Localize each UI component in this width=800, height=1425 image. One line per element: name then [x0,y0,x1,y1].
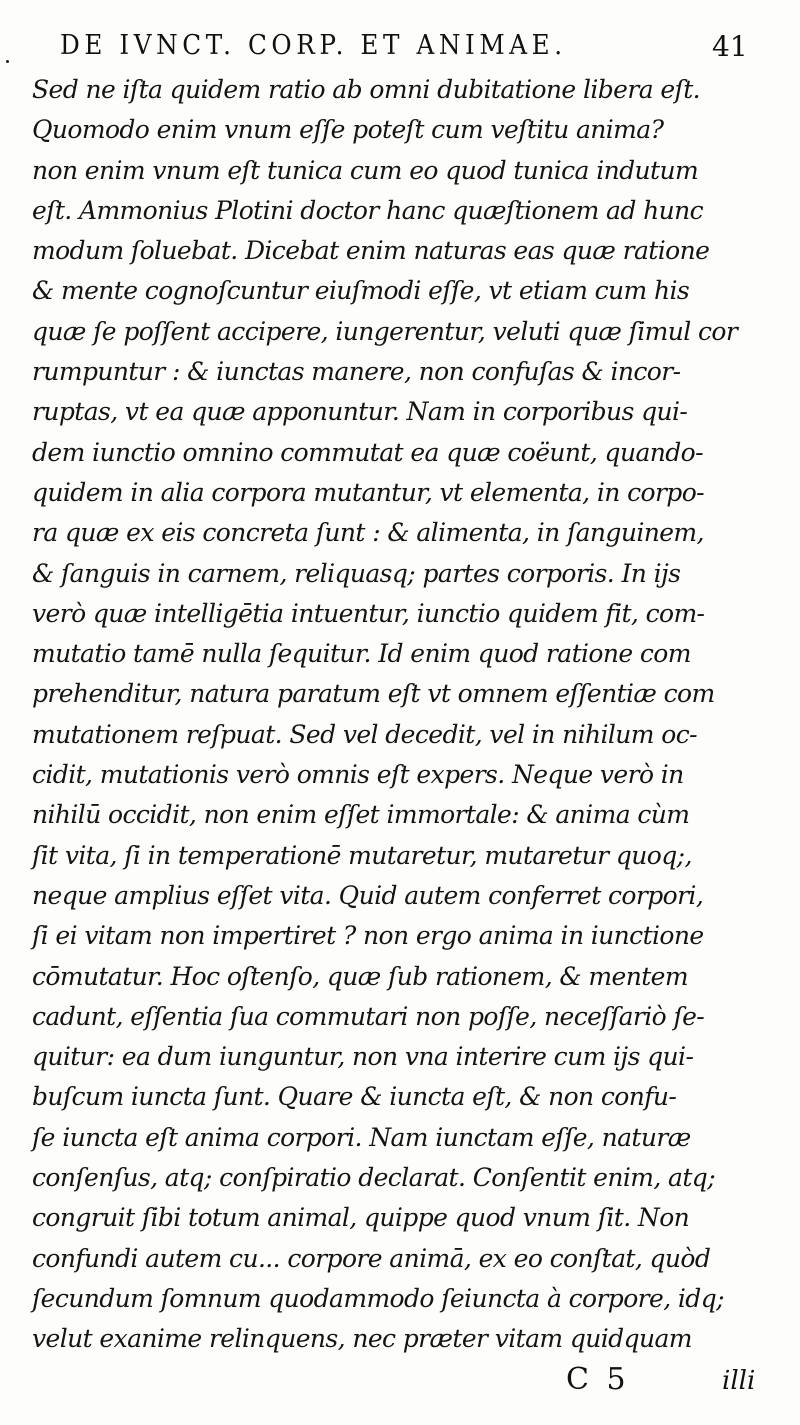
text-line: ſit vita, ſi in temperationē mutaretur, mutaretur quoq;, [32,840,692,870]
text-line: ſecundum ſomnum quodammodo ſeiuncta à corpore, idq; [32,1283,724,1313]
text-line: eſt. Ammonius Plotini doctor hanc quæſtionem ad hunc [32,195,703,225]
text-line: modum ſoluebat. Dicebat enim naturas eas quæ ratione [32,236,710,266]
text-line: nihilū occidit, non enim eſſet immortale: & anima cùm [32,800,690,830]
text-line: & mente cognoſcuntur eiuſmodi eſſe, vt etiam cum his [32,276,690,306]
page-number: 41 [712,30,748,63]
text-line: mutationem reſpuat. Sed vel decedit, vel in nihilum oc- [32,719,697,749]
text-line: quitur: ea dum iunguntur, non vna interire cum ijs qui- [32,1042,694,1072]
text-line: buſcum iuncta ſunt. Quare & iuncta eſt, & non confu- [32,1082,677,1112]
text-line: verò quæ intelligētia intuentur, iunctio quidem fit, com- [32,598,705,628]
text-line: ſe iuncta eſt anima corpori. Nam iunctam eſſe, naturæ [32,1122,691,1152]
text-line: rumpuntur : & iunctas manere, non confuſas & incor- [32,357,681,387]
text-line: cōmutatur. Hoc oſtenſo, quæ ſub rationem, & mentem [32,961,688,991]
text-line: ruptas, vt ea quæ apponuntur. Nam in corporibus qui- [32,397,688,427]
body-text [32,70,777,1360]
text-line: mutatio tamē nulla ſequitur. Id enim quod ratione com [32,639,691,669]
margin-speck [6,60,9,63]
text-line: non enim vnum eſt tunica cum eo quod tunica indutum [32,155,699,185]
text-line: cadunt, eſſentia ſua commutari non poſſe, neceſſariò ſe- [32,1001,705,1031]
text-line: confundi autem cu... corpore animā, ex eo conſtat, quòd [32,1243,711,1273]
text-line: neque amplius eſſet vita. Quid autem conferret corpori, [32,880,704,910]
running-head: DE IVNCT. CORP. ET ANIMAE. [60,30,567,61]
text-line: congruit ſibi totum animal, quippe quod vnum ſit. Non [32,1203,690,1233]
text-line: & ſanguis in carnem, reliquasq; partes corporis. In ijs [32,558,681,588]
catchword: illi [722,1366,756,1396]
text-line: ſi ei vitam non impertiret ? non ergo anima in iunctione [32,921,704,951]
text-line: ra quæ ex eis concreta ſunt : & alimenta, in ſanguinem, [32,518,704,548]
text-line: quidem in alia corpora mutantur, vt elementa, in corpo- [32,477,705,507]
text-line: quæ ſe poſſent accipere, iungerentur, veluti quæ ſimul cor [32,316,738,346]
text-line: Sed ne iſta quidem ratio ab omni dubitatione libera eſt. [32,75,700,104]
text-line: Quomodo enim vnum eſſe poteſt cum veſtitu anima? [32,115,664,145]
text-line: dem iunctio omnino commutat ea quæ coëunt, quando- [32,437,703,467]
text-line: prehenditur, natura paratum eſt vt omnem eſſentiæ com [32,679,715,709]
text-line: conſenſus, atq; conſpiratio declarat. Conſentit enim, atq; [32,1163,716,1193]
text-line: cidit, mutationis verò omnis eſt expers. Neque verò in [32,760,684,790]
text-line: velut exanime relinquens, nec præter vitam quidquam [32,1324,692,1354]
signature-mark: C 5 [566,1362,630,1397]
